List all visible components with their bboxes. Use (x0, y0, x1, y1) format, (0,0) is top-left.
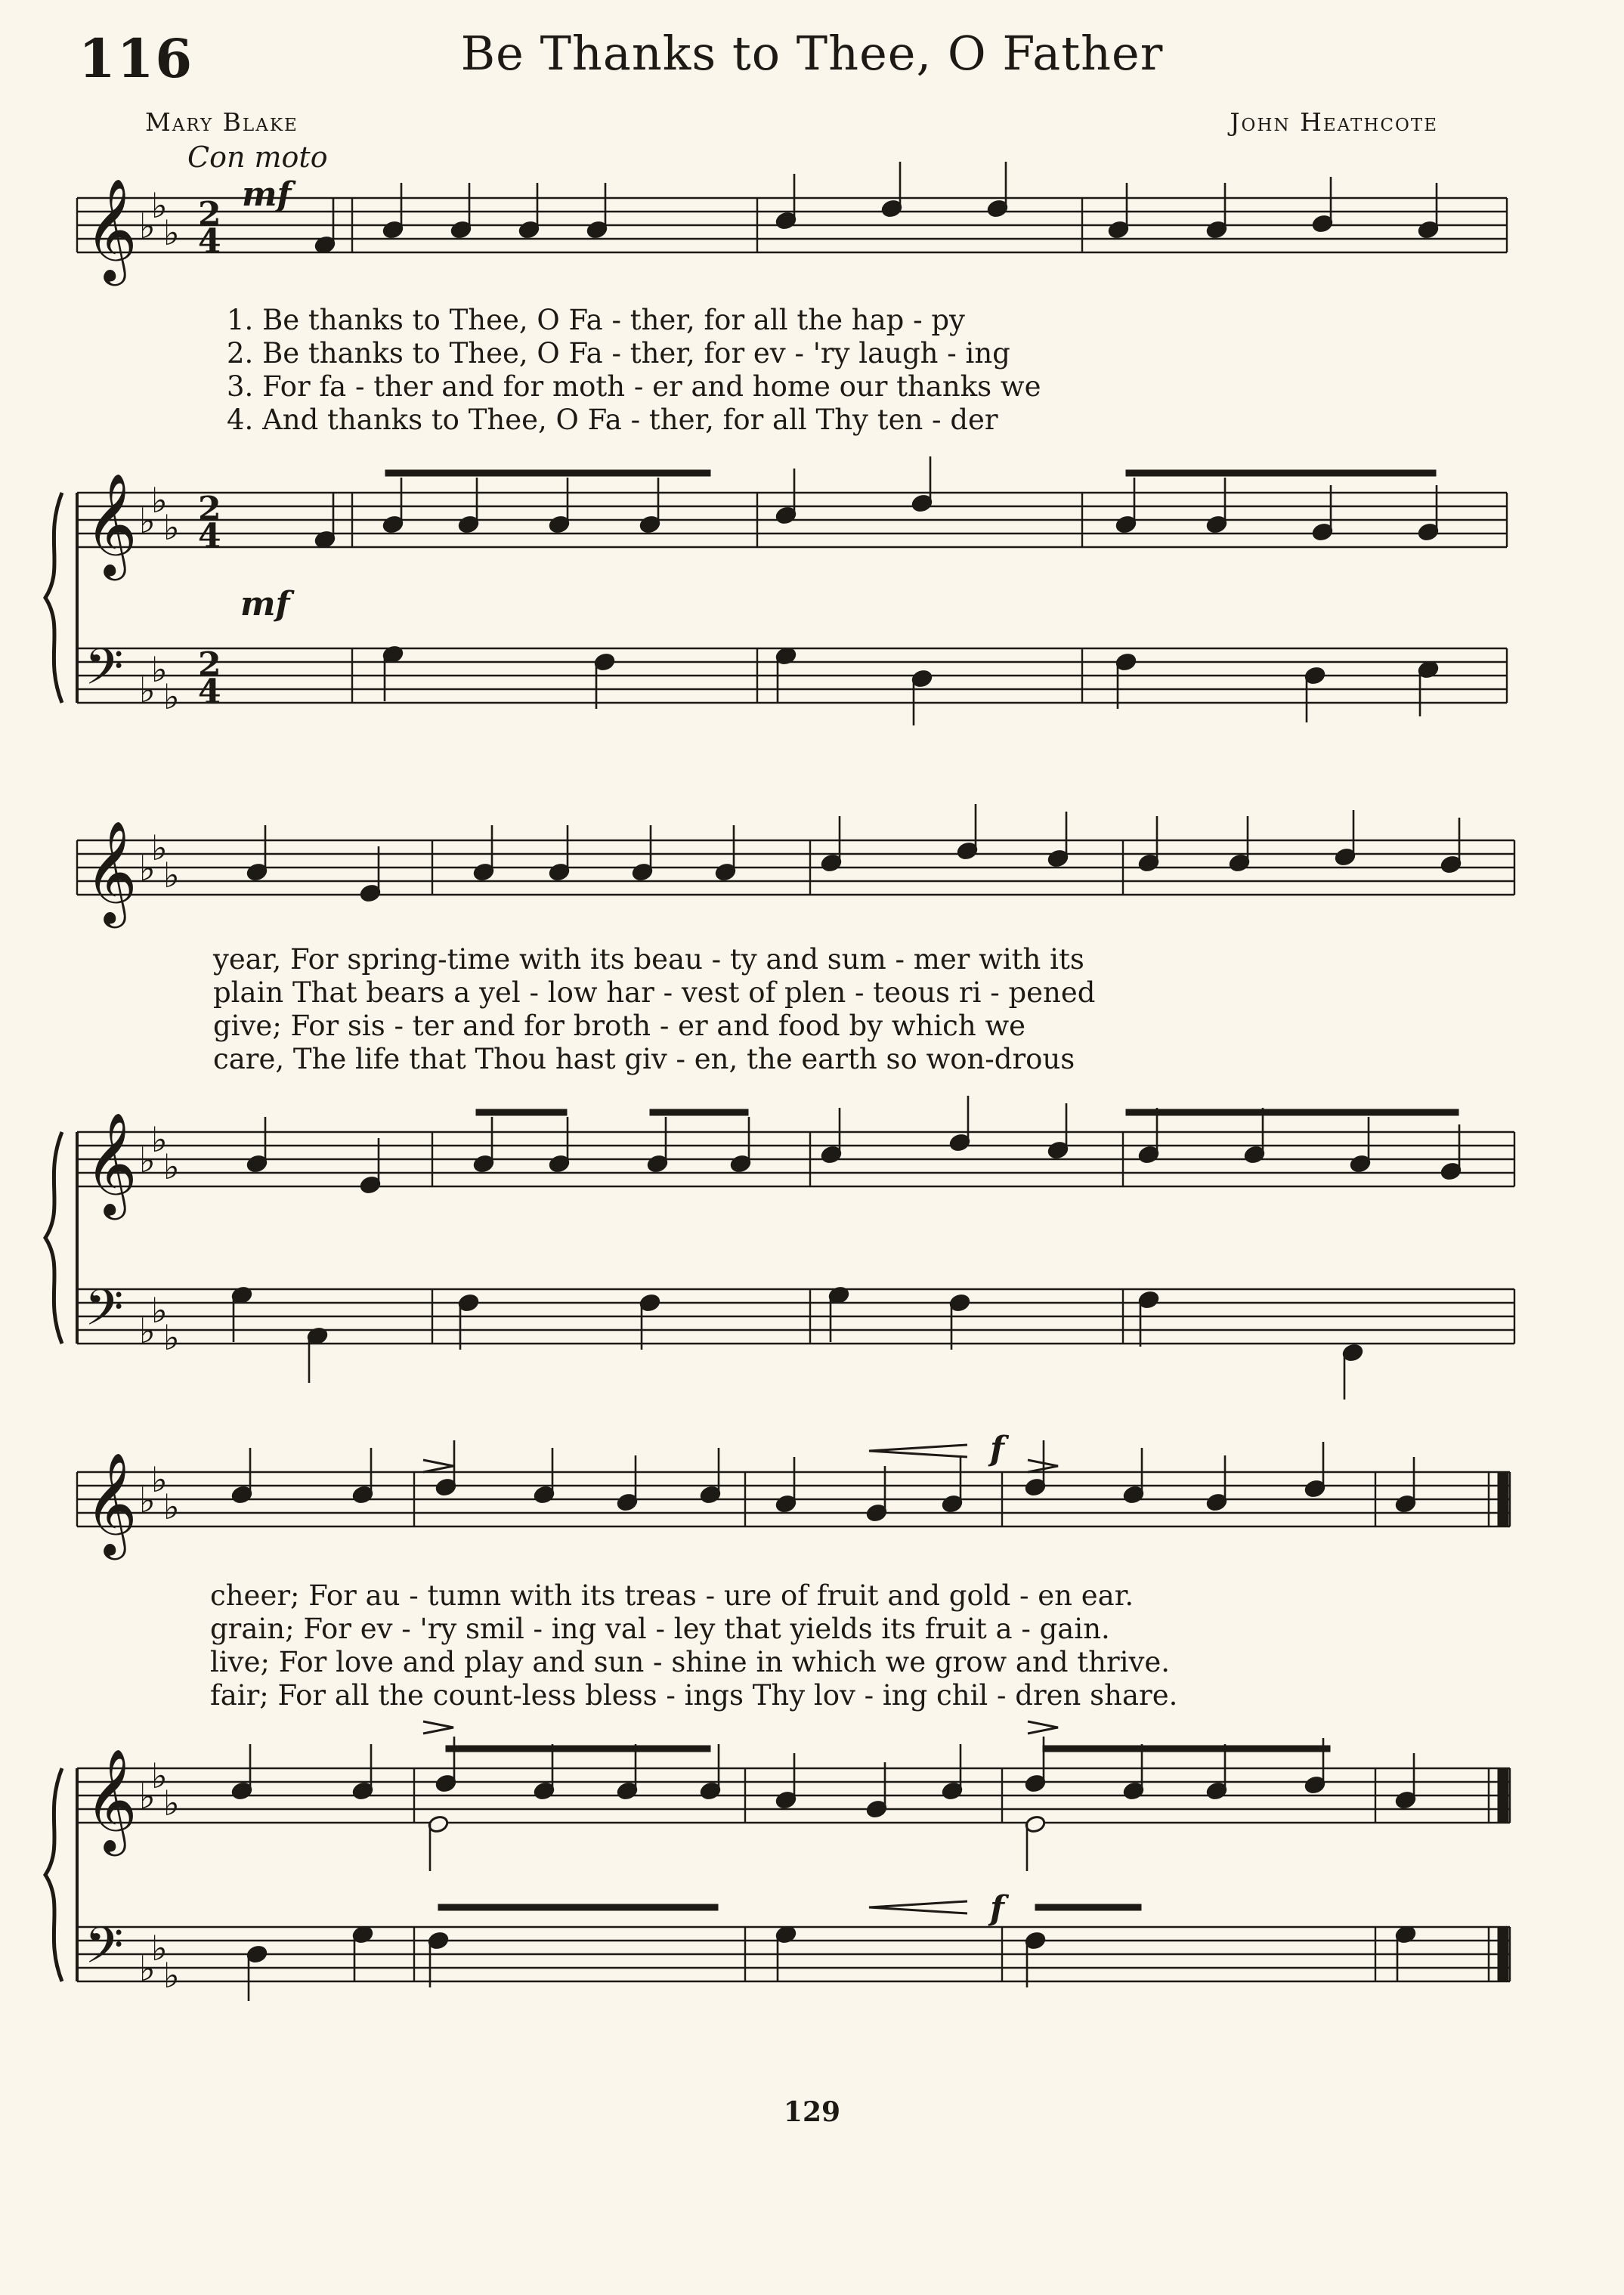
time-sig-bottom: 4 (198, 222, 221, 261)
flat-icon: ♭ (163, 212, 180, 253)
time-sig-bottom: 4 (198, 517, 221, 555)
flat-icon: ♭ (151, 185, 168, 226)
flat-icon: ♭ (139, 1948, 156, 1989)
flat-icon: ♭ (163, 855, 180, 895)
accent-mark (423, 1721, 453, 1734)
accent-mark (423, 1460, 453, 1472)
flat-icon: ♭ (163, 507, 180, 548)
flat-icon: ♭ (163, 676, 180, 717)
bass-clef-icon: 𝄢 (85, 638, 124, 708)
time-sig-top: 2 (198, 490, 221, 528)
final-barline (1498, 1768, 1508, 1823)
page-number: 129 (783, 2096, 841, 2128)
beam (476, 1109, 567, 1115)
flat-icon: ♭ (151, 1755, 168, 1796)
verse-1-line-1: 1. Be thanks to Thee, O Fa - ther, for all the hap - py (227, 304, 965, 336)
bass-clef-icon: 𝄢 (85, 1279, 124, 1349)
time-sig-top: 2 (198, 195, 221, 234)
crescendo-hairpin (869, 1445, 967, 1457)
verse-4-line-3: fair; For all the count-less bless - ings Thy lov - ing chil - dren share. (210, 1679, 1178, 1712)
treble-clef-icon: 𝄞 (85, 177, 138, 281)
beam (650, 1109, 748, 1115)
brace (45, 1132, 62, 1344)
verse-3-line-1: 3. For fa - ther and for moth - er and home our thanks we (227, 370, 1041, 403)
beam (1043, 1746, 1330, 1752)
flat-icon: ♭ (163, 1955, 180, 1996)
final-barline (1498, 1927, 1508, 1981)
composer-credit: John Heathcote (1230, 107, 1438, 137)
brace (45, 493, 62, 703)
flat-icon: ♭ (139, 1140, 156, 1180)
verse-2-line-1: 2. Be thanks to Thee, O Fa - ther, for ev - 'ry laugh - ing (227, 337, 1010, 370)
verse-3-line-3: live; For love and play and sun - shine in which we grow and thrive. (210, 1646, 1171, 1678)
verse-1-line-3: cheer; For au - tumn with its treas - ure of fruit and gold - en ear. (210, 1579, 1134, 1612)
flat-icon: ♭ (163, 1146, 180, 1187)
dynamic-mf-voice: mf (242, 175, 292, 214)
flat-icon: ♭ (139, 670, 156, 710)
flat-icon: ♭ (151, 1459, 168, 1500)
beam (1035, 1904, 1141, 1910)
treble-clef-icon: 𝄞 (85, 1747, 138, 1851)
dynamic-f-voice: f (990, 1430, 1004, 1468)
dynamic-mf-piano: mf (240, 585, 290, 623)
treble-clef-icon: 𝄞 (85, 819, 138, 923)
beam (385, 470, 710, 476)
flat-icon: ♭ (163, 1317, 180, 1358)
lyricist-credit: Mary Blake (145, 107, 299, 137)
flat-icon: ♭ (139, 1776, 156, 1817)
flat-icon: ♭ (139, 500, 156, 541)
flat-icon: ♭ (151, 827, 168, 868)
flat-icon: ♭ (151, 649, 168, 690)
beam (446, 1746, 710, 1752)
beam (438, 1904, 718, 1910)
verse-2-line-2: plain That bears a yel - low har - vest of plen - teous ri - pened (213, 976, 1096, 1009)
flat-icon: ♭ (163, 1783, 180, 1823)
time-sig-bottom: 4 (198, 673, 221, 711)
beam (1126, 470, 1436, 476)
tempo-marking: Con moto (187, 141, 328, 174)
bass-clef-icon: 𝄢 (85, 1916, 124, 1987)
flat-icon: ♭ (151, 1290, 168, 1331)
treble-clef-icon: 𝄞 (85, 1111, 138, 1215)
final-barline (1498, 1472, 1508, 1526)
time-sig-top: 2 (198, 645, 221, 684)
hymn-number: 116 (79, 27, 194, 90)
verse-4-line-1: 4. And thanks to Thee, O Fa - ther, for all Thy ten - der (227, 404, 998, 436)
treble-clef-icon: 𝄞 (85, 1451, 138, 1555)
hymn-title: Be Thanks to Thee, O Father (460, 26, 1164, 81)
accent-mark (1028, 1721, 1058, 1734)
verse-3-line-2: give; For sis - ter and for broth - er and food by which we (213, 1010, 1026, 1042)
flat-icon: ♭ (139, 848, 156, 889)
verse-2-line-3: grain; For ev - 'ry smil - ing val - ley that yields its fruit a - gain. (210, 1613, 1110, 1645)
flat-icon: ♭ (151, 480, 168, 521)
flat-icon: ♭ (151, 1119, 168, 1160)
dynamic-f-piano: f (990, 1889, 1004, 1928)
flat-icon: ♭ (139, 1480, 156, 1520)
flat-icon: ♭ (163, 1486, 180, 1527)
verse-1-line-2: year, For spring-time with its beau - ty and sum - mer with its (213, 943, 1084, 976)
crescendo-hairpin (869, 1901, 967, 1913)
verse-4-line-2: care, The life that Thou hast giv - en, the earth so won-drous (213, 1043, 1075, 1075)
flat-icon: ♭ (151, 1928, 168, 1969)
flat-icon: ♭ (139, 206, 156, 246)
beam (1126, 1109, 1459, 1115)
brace (45, 1768, 62, 1981)
flat-icon: ♭ (139, 1310, 156, 1351)
treble-clef-icon: 𝄞 (85, 472, 138, 576)
